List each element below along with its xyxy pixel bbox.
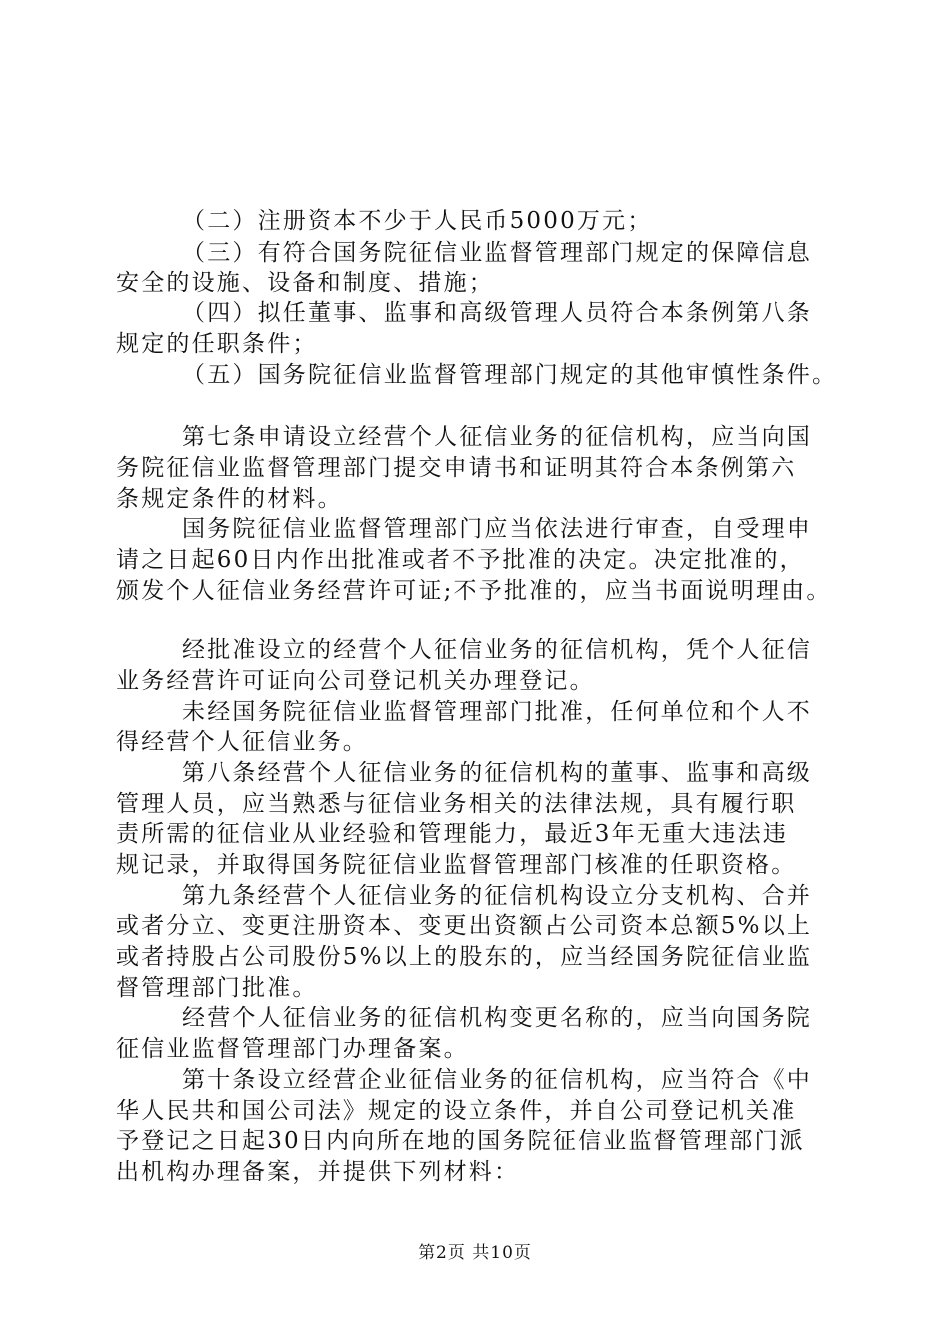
paragraph-line: 规记录，并取得国务院征信业监督管理部门核准的任职资格。 [116, 852, 797, 878]
paragraph-line: 华人民共和国公司法》规定的设立条件，并自公司登记机关准 [116, 1098, 797, 1124]
paragraph-line: 第七条申请设立经营个人征信业务的征信机构，应当向国 [182, 424, 812, 450]
paragraph-line: （五）国务院征信业监督管理部门规定的其他审慎性条件。 [182, 362, 838, 388]
paragraph-line: 请之日起60日内作出批准或者不予批准的决定。决定批准的， [116, 547, 805, 573]
paragraph-line: （三）有符合国务院征信业监督管理部门规定的保障信息 [182, 240, 812, 266]
paragraph-line: 出机构办理备案，并提供下列材料： [116, 1159, 520, 1185]
paragraph-line: 经营个人征信业务的征信机构变更名称的，应当向国务院 [182, 1005, 812, 1031]
paragraph-line: 予登记之日起30日内向所在地的国务院征信业监督管理部门派 [116, 1128, 805, 1154]
paragraph-line: 管理人员，应当熟悉与征信业务相关的法律法规，具有履行职 [116, 791, 797, 817]
paragraph-line: 国务院征信业监督管理部门应当依法进行审查，自受理申 [182, 516, 812, 542]
paragraph-line: 第十条设立经营企业征信业务的征信机构，应当符合《中 [182, 1067, 812, 1093]
paragraph-line: 规定的任职条件； [116, 331, 318, 357]
paragraph-line: 业务经营许可证向公司登记机关办理登记。 [116, 668, 595, 694]
paragraph-line: （四）拟任董事、监事和高级管理人员符合本条例第八条 [182, 300, 812, 326]
paragraph-line: 安全的设施、设备和制度、措施； [116, 270, 494, 296]
paragraph-line: 颁发个人征信业务经营许可证;不予批准的，应当书面说明理由。 [116, 578, 832, 604]
paragraph-line: 或者分立、变更注册资本、变更出资额占公司资本总额5%以上 [116, 913, 813, 939]
paragraph-line: 未经国务院征信业监督管理部门批准，任何单位和个人不 [182, 699, 812, 725]
paragraph-line: 条规定条件的材料。 [116, 486, 343, 512]
paragraph-line: 第八条经营个人征信业务的征信机构的董事、监事和高级 [182, 760, 812, 786]
paragraph-line: 征信业监督管理部门办理备案。 [116, 1036, 469, 1062]
paragraph-line: 得经营个人征信业务。 [116, 729, 368, 755]
paragraph-line: （二）注册资本不少于人民币5000万元； [182, 208, 653, 234]
paragraph-line: 督管理部门批准。 [116, 975, 318, 1001]
paragraph-line: 务院征信业监督管理部门提交申请书和证明其符合本条例第六 [116, 455, 797, 481]
paragraph-line: 责所需的征信业从业经验和管理能力，最近3年无重大违法违 [116, 821, 789, 847]
paragraph-line: 第九条经营个人征信业务的征信机构设立分支机构、合并 [182, 883, 812, 909]
paragraph-line: 经批准设立的经营个人征信业务的征信机构，凭个人征信 [182, 637, 812, 663]
page-footer: 第2页 共10页 [418, 1243, 532, 1263]
paragraph-line: 或者持股占公司股份5%以上的股东的，应当经国务院征信业监 [116, 944, 813, 970]
